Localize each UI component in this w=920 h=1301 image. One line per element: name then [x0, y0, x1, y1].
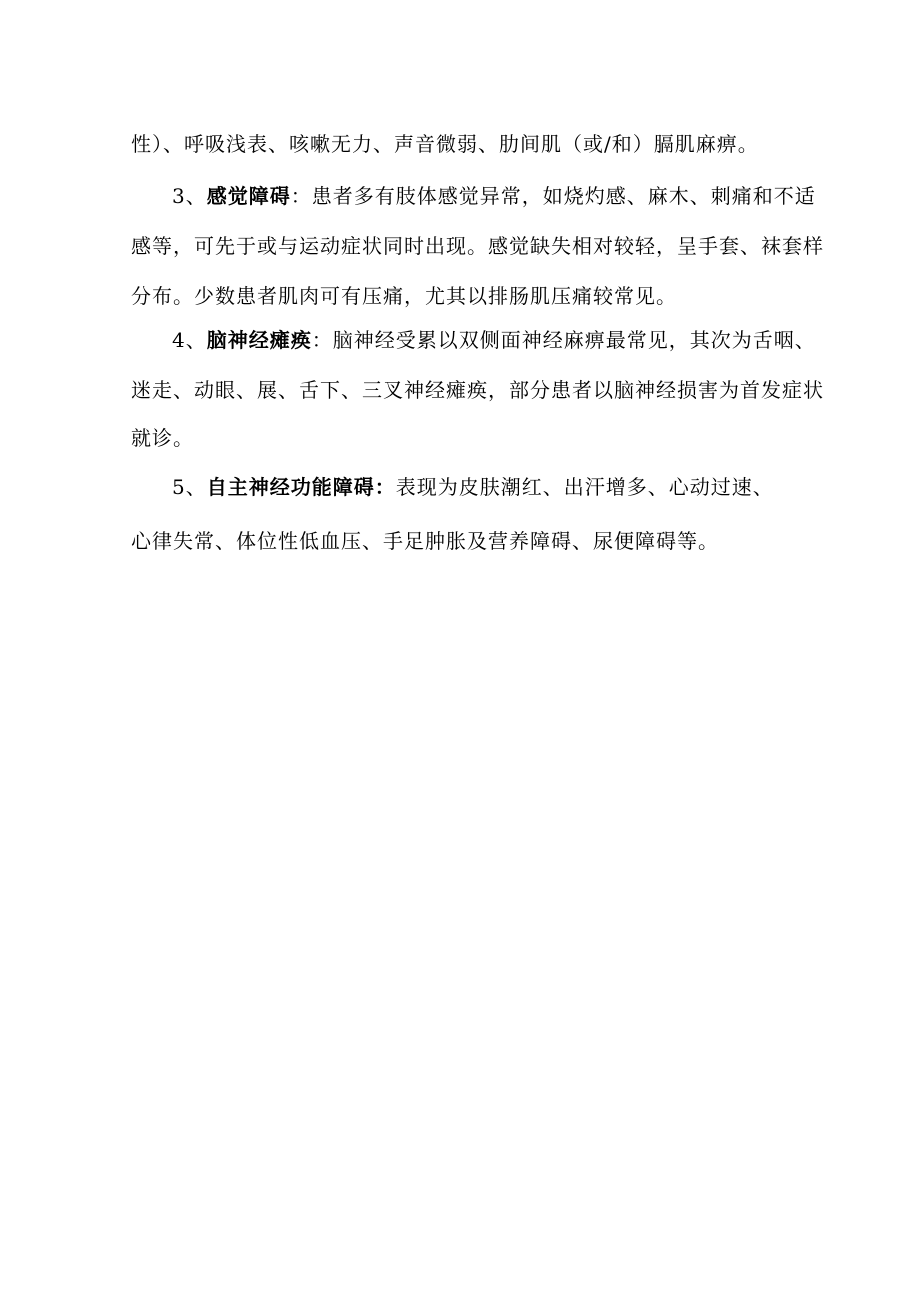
item-3-line-2: [131, 233, 824, 259]
item-3-line-3: [131, 283, 801, 309]
paragraph-continuation-line: [131, 131, 801, 157]
text-line: 性）、呼吸浅表、咳嗽无力、声音微弱、肋间肌（或/和）膈肌麻痹。: [131, 132, 759, 156]
text-line: 感等，可先于或与运动症状同时出现。感觉缺失相对较轻，呈手套、袜套样: [131, 234, 824, 258]
item-text: 表现为皮肤潮红、出汗增多、心动过速、: [395, 475, 774, 499]
text-line: 分布。少数患者肌肉可有压痛，尤其以排肠肌压痛较常见。: [131, 284, 677, 308]
item-heading: 脑神经瘫痪: [206, 328, 312, 352]
item-colon: ：: [290, 184, 312, 208]
item-heading: 自主神经功能障碍：: [206, 475, 396, 499]
text-line: 就诊。: [131, 426, 194, 450]
item-4-line-3: [131, 425, 801, 451]
item-text: 患者多有肢体感觉异常，如烧灼感、麻木、刺痛和不适: [311, 184, 816, 208]
item-4-line-2: [131, 377, 824, 403]
item-5-line-2: [131, 528, 801, 554]
item-4-line-1: [172, 327, 842, 353]
item-number: 4、: [172, 328, 207, 352]
item-3-line-1: [172, 183, 842, 209]
text-line: 心律失常、体位性低血压、手足肿胀及营养障碍、尿便障碍等。: [131, 529, 719, 553]
item-colon: ：: [311, 328, 333, 352]
item-text: 脑神经受累以双侧面神经麻痹最常见，其次为舌咽、: [332, 328, 816, 352]
item-5-line-1: [172, 474, 842, 500]
item-number: 5、: [172, 475, 207, 499]
text-line: 迷走、动眼、展、舌下、三叉神经瘫痪，部分患者以脑神经损害为首发症状: [131, 378, 824, 402]
item-heading: 感觉障碍: [206, 184, 291, 208]
item-number: 3、: [172, 184, 207, 208]
